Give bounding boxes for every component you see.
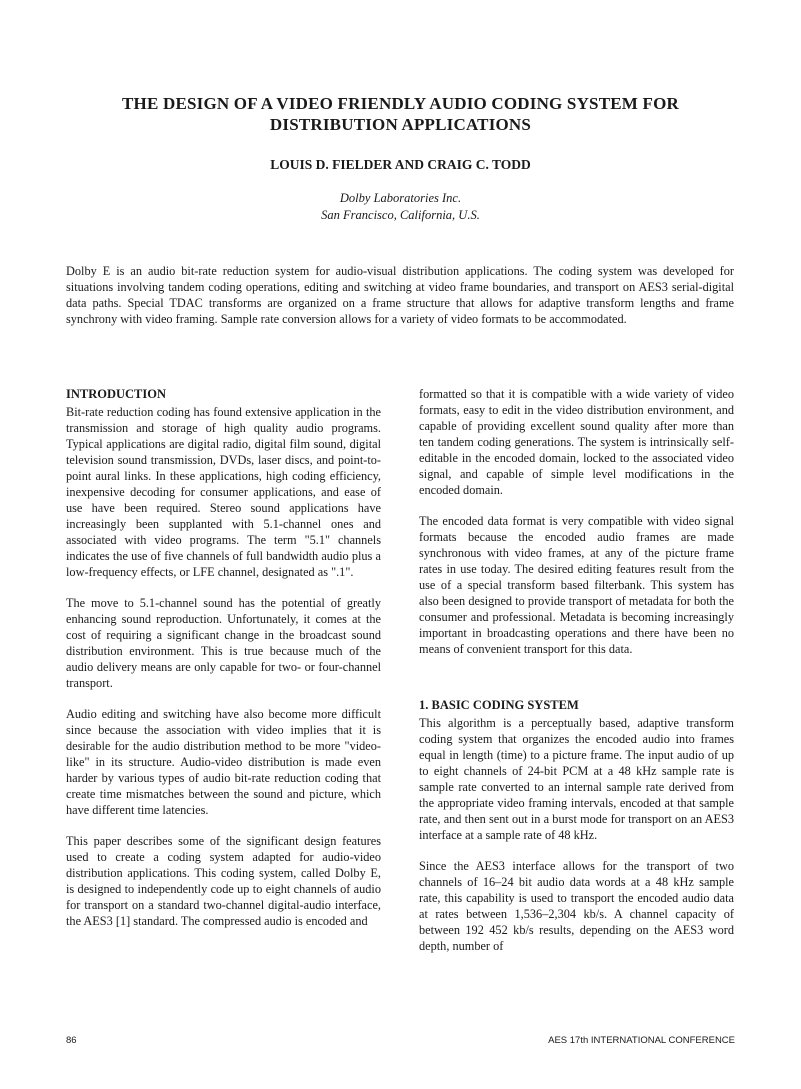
abstract: Dolby E is an audio bit-rate reduction system for audio-visual distribution applications. The coding system was developed for situations involving tandem coding operations, editing and switching at video frame boundaries, and transport on AES3 serial-digital data paths. Special TDAC transforms are organized on a frame structure that allows for adaptive transform lengths and frame synchrony with video framing. Sample rate conversion allows for a variety of video formats to be accommodated. [66,264,734,326]
paragraph: Audio editing and switching have also become more difficult since because the association with video implies that it is desirable for the audio distribution method to be more "video-like" in its structure. Audio-video distribution is made even harder by various types of audio bit-rate reduction coding that create time mismatches between the sound and picture, which have different time latencies. [66,707,381,817]
paragraph: formatted so that it is compatible with a wide variety of video formats, easy to edit in the video distribution environment, and capable of providing excellent sound quality after more than ten tandem coding generations. The system is intrinsically self-editable in the encoded domain, locked to the associated video signal, and capable of simple level modifications in the encoded domain. [419,387,734,497]
paragraph: This paper describes some of the significant design features used to create a coding system adapted for audio-video distribution applications. This coding system, called Dolby E, is designed to independently code up to eight channels of audio for transport on a standard two-channel digital-audio interface, the AES3 [1] standard. The compressed audio is encoded and [66,834,381,928]
paragraph: This algorithm is a perceptually based, adaptive transform coding system that organizes the encoded audio into frames equal in length (time) to a picture frame. The input audio of up to eight channels of 24-bit PCM at a 48 kHz sample rate is sample rate converted to an internal sample rate derived from the appropriate video framing intervals, encoded at that sample rate, and then sent out in a burst mode for transport on an AES3 interface at a sample rate of 48 kHz. [419,716,734,842]
authors: LOUIS D. FIELDER AND CRAIG C. TODD [270,157,531,172]
conference-footer: AES 17th INTERNATIONAL CONFERENCE [548,1035,735,1046]
paper-title [60,93,741,135]
left-column [66,386,381,929]
right-column [419,386,734,954]
affiliation [60,190,741,224]
title-line-2: DISTRIBUTION APPLICATIONS [269,115,532,134]
paragraph: The encoded data format is very compatible with video signal formats because the encoded audio frames are made synchronous with video frames, at any of the picture frame rates in use today. The desired editing features result from the use of a special transform based filterbank. This system has also been designed to provide transport of metadata for both the consumer and professional. Metadata is becoming increasingly important in broadcasting operations and there have been no means of convenient transport for this data. [419,514,734,656]
paragraph: Since the AES3 interface allows for the transport of two channels of 16–24 bit audio data words at a 48 kHz sample rate, this capability is used to transport the encoded audio data at rates between 1,536–2,304 kb/s. A channel capacity of between 192 452 kb/s results, depending on the AES3 word depth, number of [419,859,734,953]
section-heading-introduction: INTRODUCTION [66,387,167,401]
paragraph: The move to 5.1-channel sound has the potential of greatly enhancing sound reproduction. Unfortunately, it comes at the cost of requiring a significant change in the broadcast sound distribution environment. This is true because much of the audio delivery means are only capable for two- or four-channel transport. [66,596,381,690]
affiliation-line-2: San Francisco, California, U.S. [321,208,480,222]
page-number: 86 [66,1035,77,1046]
affiliation-line-1: Dolby Laboratories Inc. [339,191,462,205]
section-heading-basic-coding-system: 1. BASIC CODING SYSTEM [419,698,579,712]
paragraph: Bit-rate reduction coding has found extensive application in the transmission and storage of high quality audio programs. Typical applications are digital radio, digital film sound, digital television sound transmission, DVDs, laser discs, and point-to-point aural links. In these applications, high coding efficiency, inexpensive decoding for consumer applications, and ease of use have been required. Stereo sound applications have increasingly been supplanted with 5.1-channel ones and associated with video programs. The term "5.1" channels indicates the use of five channels of full bandwidth audio plus a low-frequency effects, or LFE channel, designated as ".1". [66,405,381,579]
title-line-1: THE DESIGN OF A VIDEO FRIENDLY AUDIO CODING SYSTEM FOR [122,94,679,113]
